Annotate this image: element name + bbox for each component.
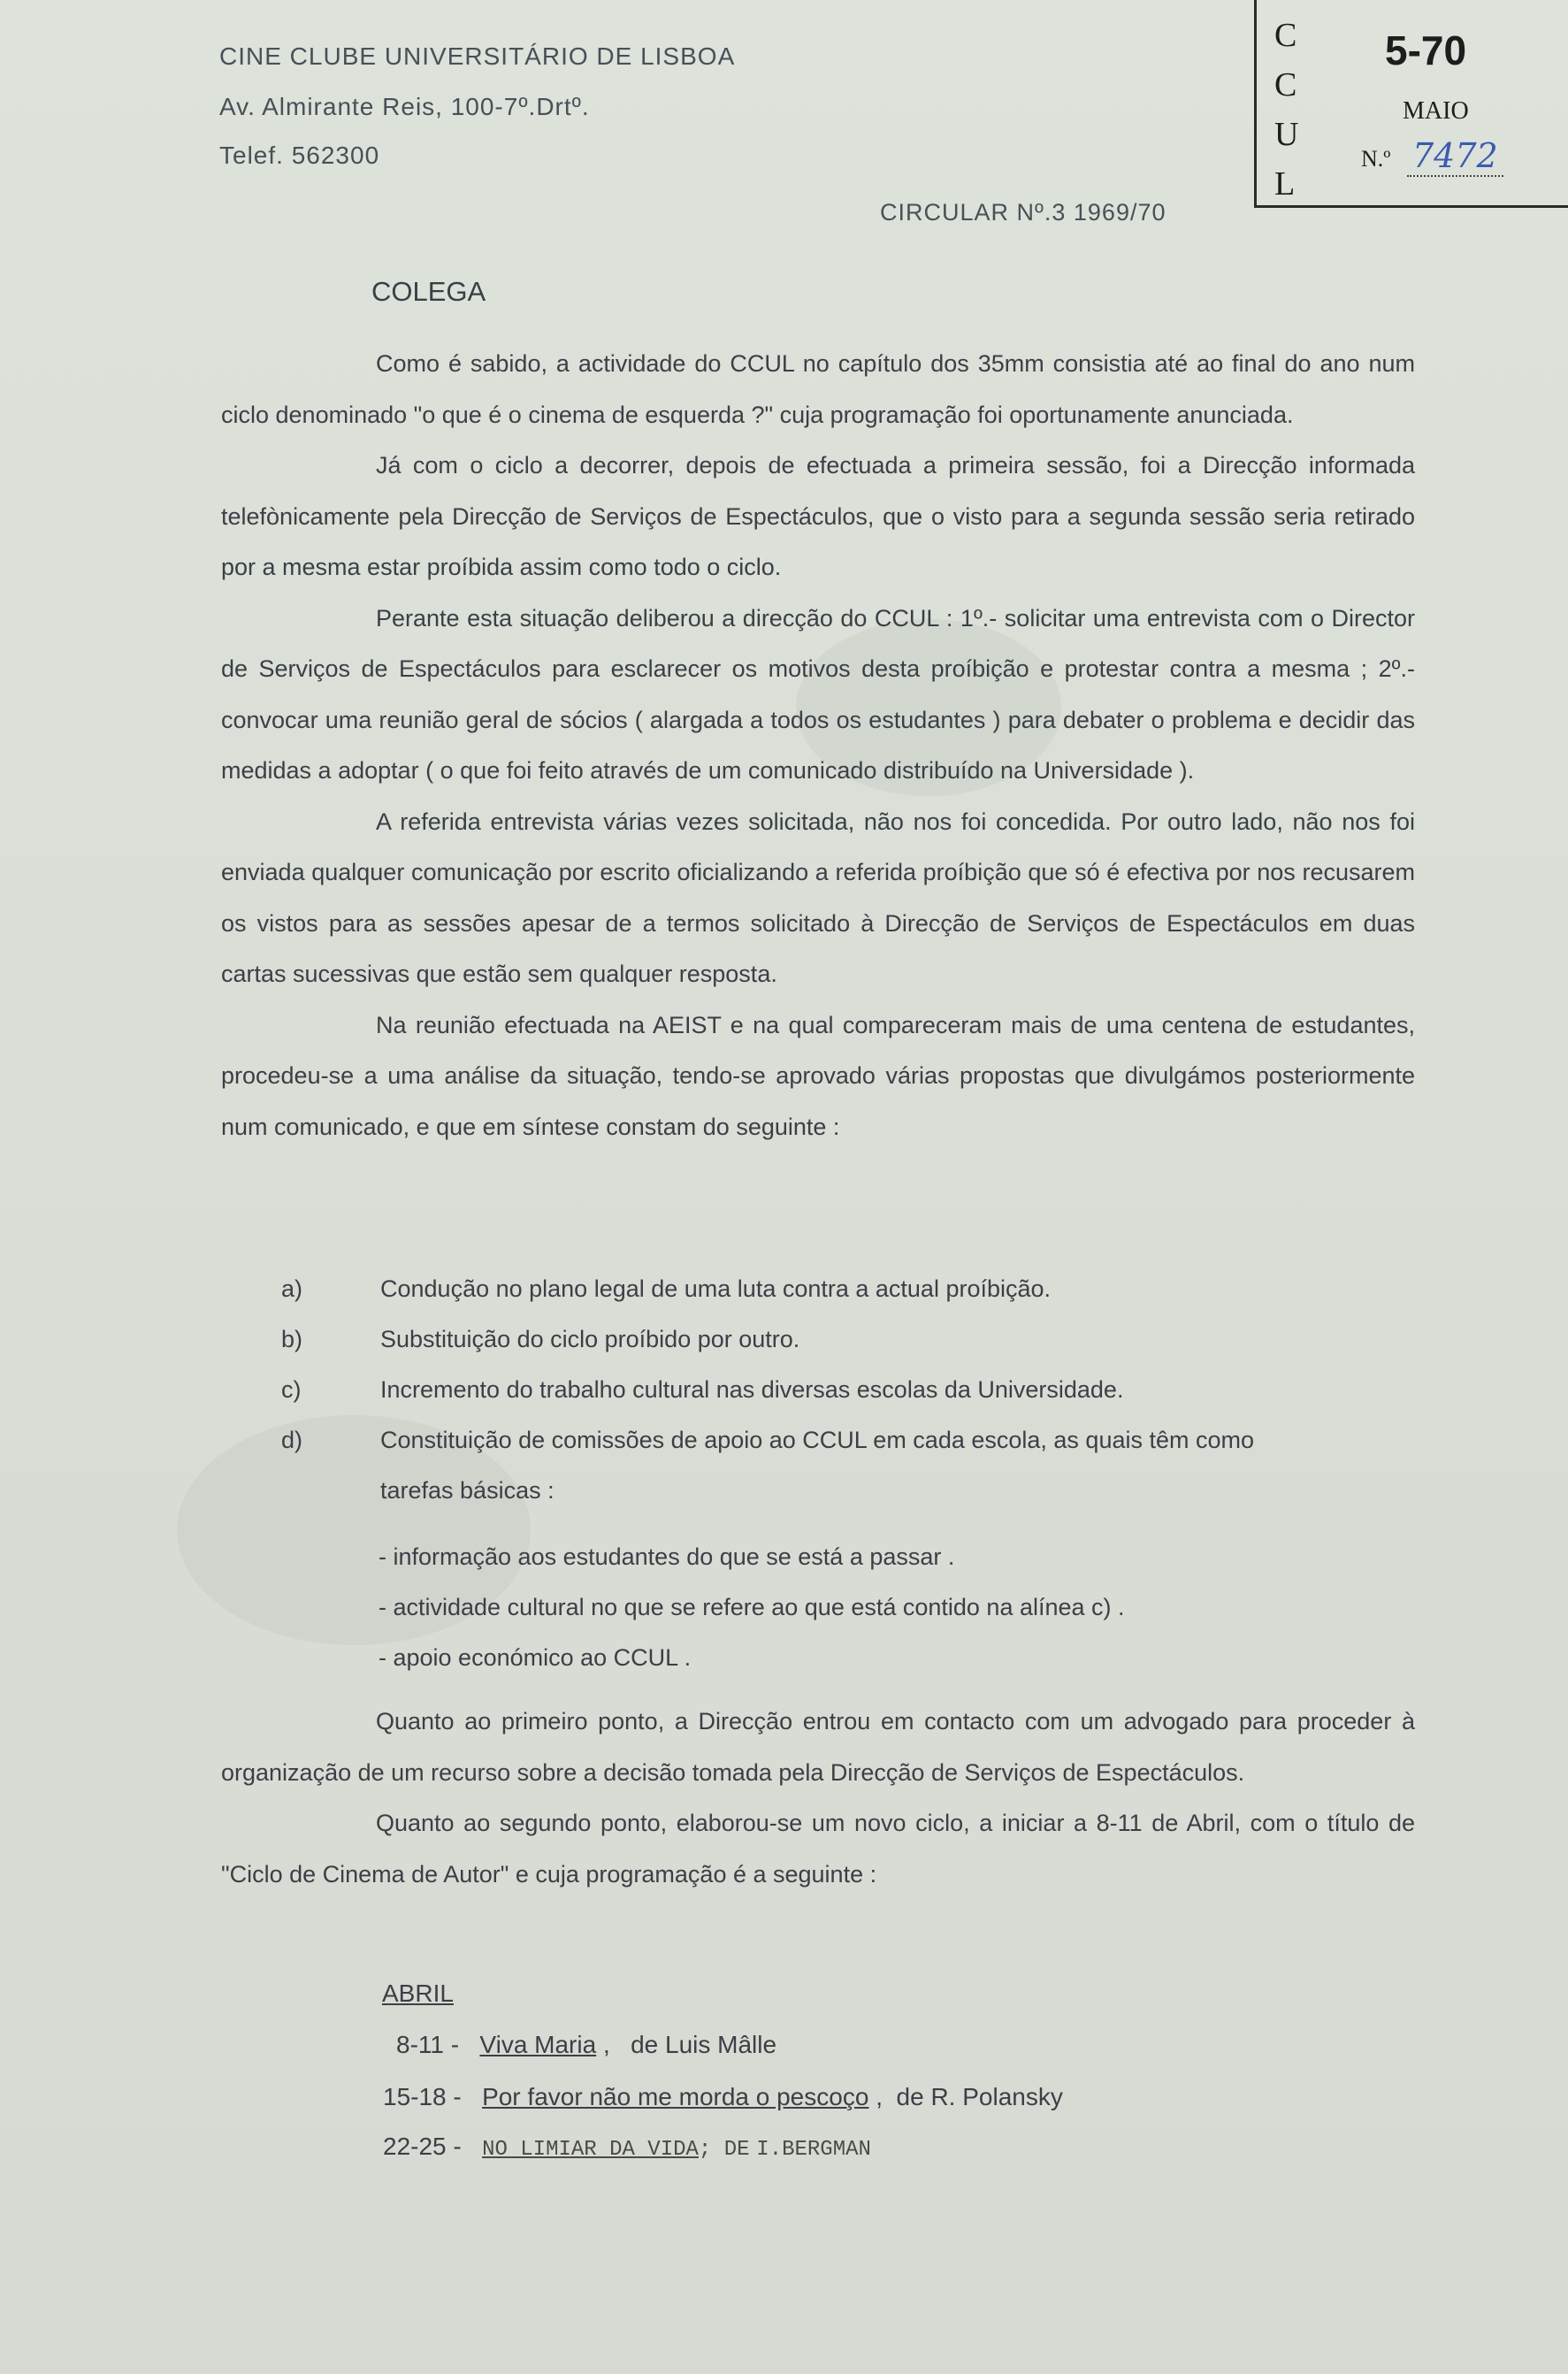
- programme-item: [396, 2031, 776, 2059]
- paragraph: Já com o ciclo a decorrer, depois de efectuada a primeira sessão, foi a Direcção informada telefònicamente pela Direcção de Serviços de Espectáculos, que o visto para a segunda sessão seria retirado por a mesma estar proíbida assim como todo o ciclo.: [221, 452, 1415, 580]
- paragraph: Na reunião efectuada na AEIST e na qual compareceram mais de uma centena de estudantes, procedeu-se a uma análise da situação, tendo-se aprovado várias propostas que divulgámos posteriormente num comunicado, e que em síntese constam do seguinte :: [221, 1011, 1415, 1140]
- film-title: Por favor não me morda o pescoço: [482, 2083, 869, 2110]
- paragraph: A referida entrevista várias vezes solicitada, não nos foi concedida. Por outro lado, não nos foi enviada qualquer comunicação por escrito oficializando a referida proíbição que só é efectiva por nos recusarem os vistos para as sessões apesar de a termos solicitado à Direcção de Serviços de Espectáculos em duas cartas sucessivas que estão sem qualquer resposta.: [221, 808, 1415, 987]
- list-text: Condução no plano legal de uma luta contra a actual proíbição.: [380, 1275, 1052, 1302]
- list-text: Substituição do ciclo proíbido por outro.: [380, 1326, 800, 1352]
- paragraph: Perante esta situação deliberou a direcção do CCUL : 1º.- solicitar uma entrevista com o Director de Serviços de Espectáculos para esclarecer os motivos desta proíbição e protestar contra a mesma ; 2º.- convocar uma reunião geral de sócios ( alargada a todos os estudantes ) para debater o problema e decidir das medidas a adoptar ( o que foi feito através de um comunicado distribuído na Universidade ).: [221, 604, 1415, 784]
- list-marker: d): [281, 1427, 303, 1453]
- programme-month: ABRIL: [382, 1980, 454, 2007]
- paragraph: Quanto ao segundo ponto, elaborou-se um novo ciclo, a iniciar a 8-11 de Abril, com o título de "Ciclo de Cinema de Autor" e cuja programação é a seguinte :: [221, 1810, 1415, 1888]
- stamp-letters: [1274, 11, 1298, 209]
- list-text: Constituição de comissões de apoio ao CCUL em cada escola, as quais têm como: [380, 1427, 1255, 1453]
- stamp-n-label: N.º: [1361, 146, 1391, 172]
- handwritten-number: 7472: [1407, 136, 1503, 177]
- stamp-letter: U: [1274, 116, 1299, 153]
- stamp-letter: C: [1274, 66, 1297, 103]
- paragraph: Como é sabido, a actividade do CCUL no capítulo dos 35mm consistia até ao final do ano num ciclo denominado "o que é o cinema de esquerda ?" cuja programação foi oportunamente anunciada.: [221, 350, 1415, 428]
- salutation: COLEGA: [371, 276, 486, 307]
- film-title: NO LIMIAR DA VIDA: [482, 2138, 699, 2162]
- film-director: de Luis Mâlle: [631, 2031, 777, 2058]
- list-text: Incremento do trabalho cultural nas diversas escolas da Universidade.: [380, 1376, 1124, 1403]
- film-director: de R. Polansky: [896, 2083, 1063, 2110]
- body-text-2: [221, 1696, 1415, 1900]
- programme-dates: 22-25 -: [383, 2133, 462, 2160]
- list-marker: b): [281, 1326, 303, 1352]
- stamp-letter: L: [1274, 165, 1296, 203]
- task-item: - apoio económico ao CCUL .: [379, 1644, 692, 1671]
- body-text: [221, 339, 1415, 1153]
- list-text: tarefas básicas :: [380, 1477, 555, 1504]
- org-phone: Telef. 562300: [219, 142, 380, 169]
- stamp-number: 5-70: [1385, 27, 1467, 73]
- list-marker: a): [281, 1275, 303, 1302]
- paragraph: Quanto ao primeiro ponto, a Direcção entrou em contacto com um advogado para proceder à organização de um recurso sobre a decisão tomada pela Direcção de Serviços de Espectáculos.: [221, 1708, 1415, 1786]
- film-title: Viva Maria: [479, 2031, 597, 2058]
- org-address: Av. Almirante Reis, 100-7º.Drtº.: [219, 93, 590, 120]
- task-item: - actividade cultural no que se refere ao que está contido na alínea c) .: [379, 1594, 1125, 1620]
- task-item: - informação aos estudantes do que se está a passar .: [379, 1543, 955, 1570]
- programme-item: [383, 2083, 1063, 2111]
- programme-item: [383, 2133, 871, 2162]
- circular-number: CIRCULAR Nº.3 1969/70: [880, 199, 1166, 226]
- stamp-month: MAIO: [1403, 97, 1469, 125]
- separator: ,: [602, 2031, 610, 2058]
- org-name: CINE CLUBE UNIVERSITÁRIO DE LISBOA: [219, 42, 736, 70]
- registry-stamp: [1254, 0, 1568, 208]
- list-marker: c): [281, 1376, 302, 1403]
- separator: ,: [876, 2083, 883, 2110]
- programme-dates: 8-11 -: [396, 2031, 460, 2058]
- programme-dates: 15-18 -: [383, 2083, 462, 2110]
- film-director: I.BERGMAN: [756, 2138, 871, 2162]
- separator: ; DE: [698, 2138, 750, 2162]
- stamp-letter: C: [1274, 17, 1297, 54]
